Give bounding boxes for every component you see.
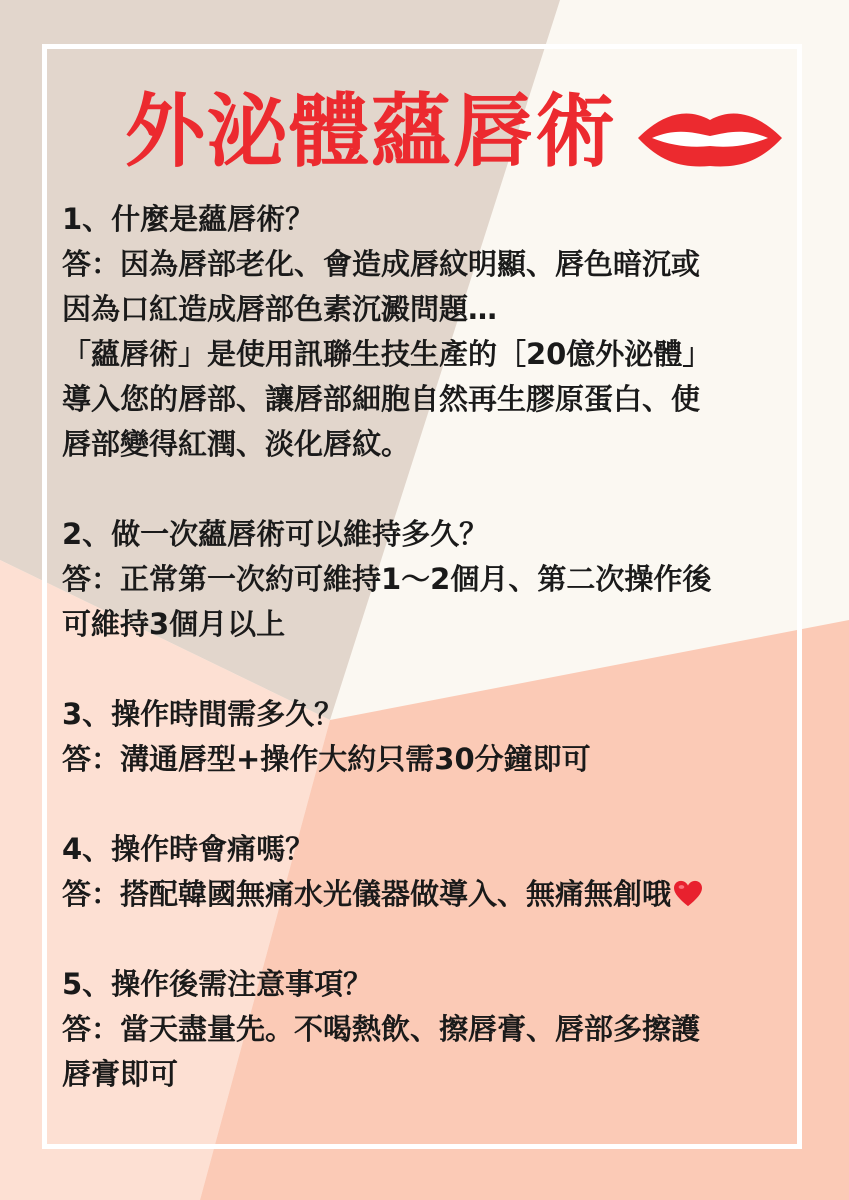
title-row [125,82,617,182]
qa-item [62,512,792,647]
question-1: 1、什麼是蘊唇術？ [62,202,315,236]
question-5: 5、操作後需注意事項？ [62,967,373,1001]
qa-item [62,827,792,917]
answer-1-line-2: 因為口紅造成唇部色素沉澱問題… [62,292,498,326]
question-3: 3、操作時間需多久？ [62,697,344,731]
qa-item [62,197,792,467]
answer-2-line-2: 可維持3個月以上 [62,607,286,641]
answer-4-line-1-wrapper [62,872,792,917]
page-title: 外泌體蘊唇術 [125,85,617,178]
answer-4-line-1: 答：搭配韓國無痛水光儀器做導入、無痛無創哦 [62,877,672,911]
qa-content [62,197,792,1142]
question-4: 4、操作時會痛嗎？ [62,832,315,866]
qa-item [62,692,792,782]
answer-1-line-3: 「蘊唇術」是使用訊聯生技生產的［20億外泌體」 [62,337,712,371]
answer-2-line-1: 答：正常第一次約可維持1～2個月、第二次操作後 [62,562,712,596]
qa-item [62,962,792,1097]
answer-5-line-2: 唇膏即可 [62,1057,179,1091]
question-2: 2、做一次蘊唇術可以維持多久？ [62,517,489,551]
answer-3-line-1: 答：溝通唇型+操作大約只需30分鐘即可 [62,742,591,776]
red-heart-icon [673,880,703,908]
answer-1-line-1: 答：因為唇部老化、會造成唇紋明顯、唇色暗沉或 [62,247,701,281]
answer-1-line-5: 唇部變得紅潤、淡化唇紋。 [62,427,411,461]
answer-5-line-1: 答：當天盡量先。不喝熱飲、擦唇膏、唇部多擦護 [62,1012,701,1046]
lips-icon [630,102,790,172]
answer-1-line-4: 導入您的唇部、讓唇部細胞自然再生膠原蛋白、使 [62,382,701,416]
